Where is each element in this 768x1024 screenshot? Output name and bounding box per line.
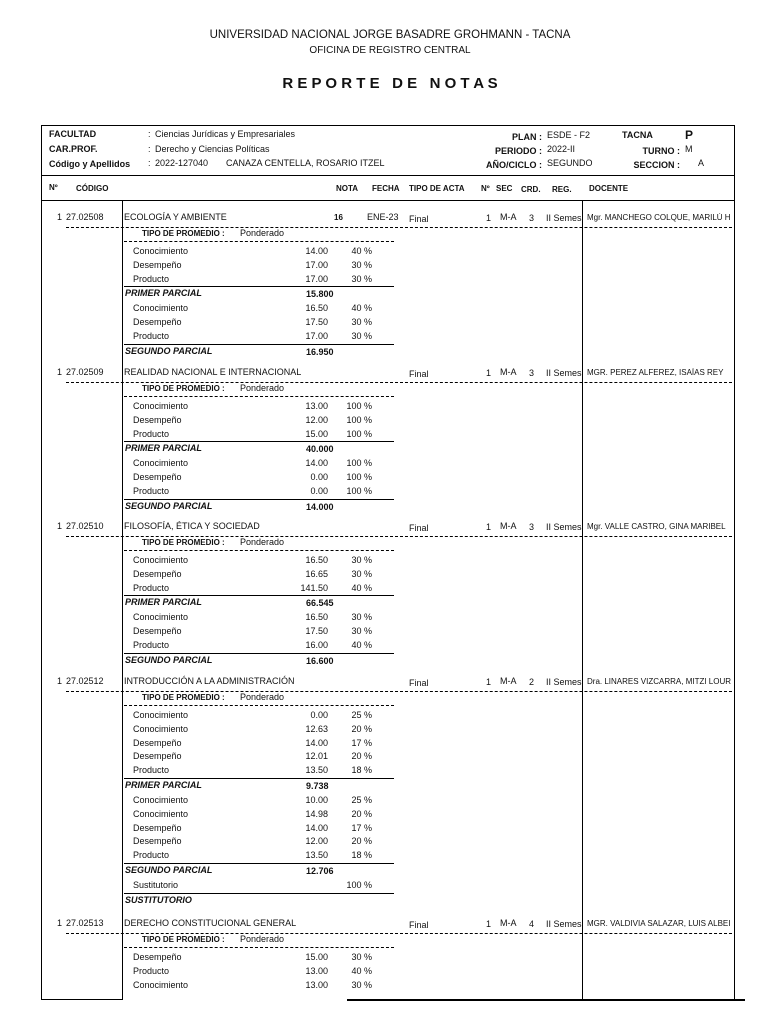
tipo-promedio-underline xyxy=(124,241,394,242)
course-acta-number: 1 xyxy=(486,919,492,929)
evaluation-item-weight: 40 % xyxy=(351,640,372,650)
evaluation-item-label: Desempeño xyxy=(133,472,182,483)
col-docente: DOCENTE xyxy=(589,184,629,193)
frame-bottom-left xyxy=(41,999,123,1000)
periodo-label: PERIODO : xyxy=(494,146,542,156)
col-n: Nº xyxy=(481,184,490,193)
col-tipo-acta: TIPO DE ACTA xyxy=(409,184,465,193)
evaluation-item-weight: 20 % xyxy=(351,751,372,762)
evaluation-item-score: 13.50 xyxy=(305,850,328,861)
col-crd: CRD. xyxy=(521,185,541,194)
course-code: 27.02513 xyxy=(66,918,104,928)
course-number: 1 xyxy=(57,918,63,928)
course-acta: Final xyxy=(409,214,429,224)
evaluation-item-label: Desempeño xyxy=(133,737,182,748)
course-acta-number: 1 xyxy=(486,522,492,532)
course-row-separator xyxy=(66,227,732,228)
section-label: SUSTITUTORIO xyxy=(125,894,192,905)
tipo-promedio-value: Ponderado xyxy=(240,934,285,944)
student-name: CANAZA CENTELLA, ROSARIO ITZEL xyxy=(226,158,385,168)
course-credits: 3 xyxy=(529,213,535,223)
turno-value: M xyxy=(685,144,693,154)
plan-label: PLAN : xyxy=(512,132,542,142)
evaluation-item-weight: 25 % xyxy=(351,795,372,805)
evaluation-item-label: Conocimiento xyxy=(133,555,189,565)
evaluation-item-score: 16.00 xyxy=(305,640,328,650)
evaluation-item-label: Desempeño xyxy=(133,952,182,962)
course-number: 1 xyxy=(57,367,63,377)
course-code: 27.02512 xyxy=(66,676,104,686)
tipo-promedio-value: Ponderado xyxy=(240,537,285,547)
frame-right xyxy=(734,125,735,1000)
section-label: SEGUNDO PARCIAL xyxy=(125,345,213,356)
course-credits: 4 xyxy=(529,919,535,929)
evaluation-item-weight: 30 % xyxy=(351,317,372,328)
section-average: 14.000 xyxy=(306,501,334,512)
office-name: OFICINA DE REGISTRO CENTRAL xyxy=(309,45,471,56)
evaluation-item-label: Conocimiento xyxy=(133,795,189,805)
evaluation-item-label: Conocimiento xyxy=(133,723,189,734)
evaluation-item-weight: 30 % xyxy=(351,952,372,962)
evaluation-item-weight: 100 % xyxy=(346,414,372,425)
codigo-label: Código y Apellidos xyxy=(49,159,131,169)
evaluation-item-score: 14.00 xyxy=(305,458,328,469)
column-divider-left xyxy=(122,200,123,1000)
course-code: 27.02510 xyxy=(66,521,104,531)
course-teacher: MGR. VALDIVIA SALAZAR, LUIS ALBEI xyxy=(587,919,731,928)
evaluation-item-score: 15.00 xyxy=(305,952,328,962)
tipo-promedio-label: TIPO DE PROMEDIO : xyxy=(142,229,225,238)
section-average: 15.800 xyxy=(306,289,334,300)
course-regime: II Semes xyxy=(546,677,582,687)
evaluation-item-weight: 30 % xyxy=(351,259,372,270)
course-credits: 3 xyxy=(529,368,535,378)
evaluation-item-weight: 40 % xyxy=(351,303,372,314)
course-number: 1 xyxy=(57,212,63,222)
evaluation-item-label: Conocimiento xyxy=(133,979,189,990)
course-name: ECOLOGÍA Y AMBIENTE xyxy=(124,212,227,222)
ciclo-value: SEGUNDO xyxy=(547,158,593,168)
periodo-value: 2022-II xyxy=(547,144,576,154)
course-credits: 3 xyxy=(529,522,535,532)
section-separator xyxy=(124,778,394,779)
evaluation-item-score: 13.00 xyxy=(305,979,328,990)
course-name: REALIDAD NACIONAL E INTERNACIONAL xyxy=(124,367,302,377)
tipo-promedio-label: TIPO DE PROMEDIO : xyxy=(142,384,225,393)
course-teacher: Mgr. VALLE CASTRO, GINA MARIBEL xyxy=(587,522,726,531)
evaluation-item-weight: 30 % xyxy=(351,612,372,623)
course-regime: II Semes xyxy=(546,213,582,223)
tipo-promedio-underline xyxy=(124,947,394,948)
course-code: 27.02509 xyxy=(66,367,104,377)
evaluation-item-label: Desempeño xyxy=(133,836,182,847)
course-section: M-A xyxy=(500,918,517,928)
course-regime: II Semes xyxy=(546,522,582,532)
course-date: ENE-23 xyxy=(367,212,399,222)
evaluation-item-weight: 25 % xyxy=(351,710,372,720)
section-average: 12.706 xyxy=(306,866,334,876)
course-acta-number: 1 xyxy=(486,368,492,378)
tipo-promedio-label: TIPO DE PROMEDIO : xyxy=(142,538,225,547)
university-name: UNIVERSIDAD NACIONAL JORGE BASADRE GROHMANN - TACNA xyxy=(209,29,571,41)
evaluation-item-weight: 20 % xyxy=(351,836,372,847)
section-label: PRIMER PARCIAL xyxy=(125,288,202,299)
evaluation-item-score: 17.00 xyxy=(305,331,328,341)
course-teacher: Mgr. MANCHEGO COLQUE, MARILÚ H xyxy=(587,213,731,222)
evaluation-item-label: Producto xyxy=(133,582,170,593)
frame-bottom-right xyxy=(347,999,745,1001)
evaluation-item-weight: 100 % xyxy=(346,472,372,483)
section-average: 40.000 xyxy=(306,444,334,455)
facultad-label: FACULTAD xyxy=(49,129,97,139)
course-name: INTRODUCCIÓN A LA ADMINISTRACIÓN xyxy=(124,676,295,686)
col-sec: SEC xyxy=(496,184,513,193)
section-average: 66.545 xyxy=(306,598,334,609)
course-row-separator xyxy=(66,691,732,692)
course-code: 27.02508 xyxy=(66,212,104,222)
evaluation-item-score: 12.01 xyxy=(305,751,328,762)
carprof-colon: : xyxy=(148,144,151,154)
evaluation-item-label: Producto xyxy=(133,486,170,496)
evaluation-item-weight: 100 % xyxy=(346,428,372,439)
evaluation-item-score: 14.00 xyxy=(305,246,328,256)
evaluation-item-label: Producto xyxy=(133,428,170,439)
evaluation-item-score: 14.98 xyxy=(305,808,328,819)
tipo-promedio-label: TIPO DE PROMEDIO : xyxy=(142,693,225,702)
evaluation-item-score: 17.50 xyxy=(305,317,328,328)
course-teacher: MGR. PEREZ ALFEREZ, ISAÍAS REY xyxy=(587,368,724,377)
evaluation-item-label: Producto xyxy=(133,850,170,861)
evaluation-item-score: 16.65 xyxy=(305,568,328,579)
evaluation-item-label: Desempeño xyxy=(133,626,182,637)
evaluation-item-score: 17.00 xyxy=(305,273,328,284)
evaluation-item-label: Producto xyxy=(133,765,170,776)
col-reg: REG. xyxy=(552,185,572,194)
course-acta: Final xyxy=(409,678,429,688)
evaluation-item-score: 15.00 xyxy=(305,428,328,439)
tipo-promedio-label: TIPO DE PROMEDIO : xyxy=(142,935,225,944)
course-teacher: Dra. LINARES VIZCARRA, MITZI LOUR xyxy=(587,677,732,686)
evaluation-item-label: Desempeño xyxy=(133,317,182,328)
section-separator xyxy=(124,863,394,864)
section-average: 16.600 xyxy=(306,655,334,666)
tipo-promedio-value: Ponderado xyxy=(240,228,285,238)
evaluation-item-weight: 30 % xyxy=(351,273,372,284)
evaluation-item-score: 141.50 xyxy=(300,582,328,593)
course-name: DERECHO CONSTITUCIONAL GENERAL xyxy=(124,918,297,928)
section-label: SEGUNDO PARCIAL xyxy=(125,500,213,511)
evaluation-item-weight: 20 % xyxy=(351,808,372,819)
column-divider-right xyxy=(582,200,583,1000)
course-acta-number: 1 xyxy=(486,213,492,223)
evaluation-item-label: Desempeño xyxy=(133,414,182,425)
course-number: 1 xyxy=(57,676,63,686)
evaluation-item-score: 0.00 xyxy=(310,710,328,720)
evaluation-item-weight: 100 % xyxy=(346,401,372,411)
evaluation-item-score: 13.00 xyxy=(305,401,328,411)
section-separator xyxy=(124,441,394,442)
course-section: M-A xyxy=(500,676,517,686)
section-separator xyxy=(124,893,394,894)
course-grade: 16 xyxy=(334,213,343,222)
course-section: M-A xyxy=(500,367,517,377)
evaluation-item-score: 10.00 xyxy=(305,795,328,805)
carprof-value: Derecho y Ciencias Políticas xyxy=(155,144,270,154)
seccion-label: SECCION : xyxy=(633,160,680,170)
course-name: FILOSOFÍA, ÉTICA Y SOCIEDAD xyxy=(124,521,260,531)
course-row-separator xyxy=(66,933,732,934)
evaluation-item-label: Sustitutorio xyxy=(133,880,179,890)
campus-label: TACNA xyxy=(622,130,653,140)
course-acta: Final xyxy=(409,920,429,930)
course-number: 1 xyxy=(57,521,63,531)
course-section: M-A xyxy=(500,212,517,222)
course-regime: II Semes xyxy=(546,368,582,378)
tipo-promedio-value: Ponderado xyxy=(240,383,285,393)
evaluation-item-weight: 30 % xyxy=(351,555,372,565)
section-label: PRIMER PARCIAL xyxy=(125,443,202,454)
section-label: SEGUNDO PARCIAL xyxy=(125,654,213,665)
evaluation-item-label: Conocimiento xyxy=(133,401,189,411)
evaluation-item-score: 13.50 xyxy=(305,765,328,776)
evaluation-item-label: Producto xyxy=(133,331,170,341)
evaluation-item-score: 17.00 xyxy=(305,259,328,270)
evaluation-item-label: Producto xyxy=(133,965,170,976)
course-regime: II Semes xyxy=(546,919,582,929)
evaluation-item-weight: 30 % xyxy=(351,331,372,341)
evaluation-item-weight: 30 % xyxy=(351,626,372,637)
plan-value: ESDE - F2 xyxy=(547,130,591,140)
col-fecha: FECHA xyxy=(372,184,400,193)
evaluation-item-label: Conocimiento xyxy=(133,246,189,256)
tipo-promedio-underline xyxy=(124,550,394,551)
evaluation-item-weight: 40 % xyxy=(351,965,372,976)
evaluation-item-weight: 30 % xyxy=(351,568,372,579)
evaluation-item-weight: 40 % xyxy=(351,582,372,593)
section-separator xyxy=(124,344,394,345)
evaluation-item-score: 17.50 xyxy=(305,626,328,637)
section-separator xyxy=(124,653,394,654)
evaluation-item-weight: 17 % xyxy=(351,822,372,833)
carprof-label: CAR.PROF. xyxy=(49,144,98,154)
evaluation-item-weight: 30 % xyxy=(351,979,372,990)
header-divider-2 xyxy=(41,200,734,201)
evaluation-item-weight: 17 % xyxy=(351,737,372,748)
evaluation-item-score: 12.00 xyxy=(305,836,328,847)
course-acta-number: 1 xyxy=(486,677,492,687)
evaluation-item-score: 16.50 xyxy=(305,303,328,314)
section-separator xyxy=(124,499,394,500)
section-separator xyxy=(124,286,394,287)
header-divider-1 xyxy=(41,175,734,176)
evaluation-item-label: Conocimiento xyxy=(133,808,189,819)
course-row-separator xyxy=(66,536,732,537)
evaluation-item-label: Conocimiento xyxy=(133,710,189,720)
evaluation-item-label: Conocimiento xyxy=(133,303,189,314)
frame-top xyxy=(41,125,734,126)
evaluation-item-label: Producto xyxy=(133,273,170,284)
evaluation-item-label: Desempeño xyxy=(133,822,182,833)
evaluation-item-score: 12.00 xyxy=(305,414,328,425)
evaluation-item-weight: 100 % xyxy=(346,880,372,890)
evaluation-item-weight: 100 % xyxy=(346,486,372,496)
evaluation-item-weight: 20 % xyxy=(351,723,372,734)
evaluation-item-label: Desempeño xyxy=(133,568,182,579)
evaluation-item-score: 14.00 xyxy=(305,737,328,748)
seccion-value: A xyxy=(698,158,705,168)
tipo-promedio-underline xyxy=(124,396,394,397)
section-label: PRIMER PARCIAL xyxy=(125,597,202,608)
evaluation-item-score: 16.50 xyxy=(305,612,328,623)
evaluation-item-score: 0.00 xyxy=(310,486,328,496)
evaluation-item-score: 14.00 xyxy=(305,822,328,833)
evaluation-item-label: Desempeño xyxy=(133,751,182,762)
turno-label: TURNO : xyxy=(642,146,680,156)
frame-left xyxy=(41,125,42,1000)
evaluation-item-weight: 100 % xyxy=(346,458,372,469)
evaluation-item-score: 13.00 xyxy=(305,965,328,976)
tipo-promedio-underline xyxy=(124,705,394,706)
evaluation-item-label: Desempeño xyxy=(133,259,182,270)
codigo-value: 2022-127040 xyxy=(155,158,209,168)
facultad-value: Ciencias Jurídicas y Empresariales xyxy=(155,129,296,139)
section-average: 16.950 xyxy=(306,346,334,357)
evaluation-item-weight: 18 % xyxy=(351,765,372,776)
course-row-separator xyxy=(66,382,732,383)
evaluation-item-weight: 18 % xyxy=(351,850,372,861)
section-label: PRIMER PARCIAL xyxy=(125,780,202,790)
evaluation-item-score: 12.63 xyxy=(305,723,328,734)
col-num: Nº xyxy=(49,183,58,192)
course-acta: Final xyxy=(409,369,429,379)
evaluation-item-score: 16.50 xyxy=(305,555,328,565)
facultad-colon: : xyxy=(148,129,151,139)
evaluation-item-weight: 40 % xyxy=(351,246,372,256)
evaluation-item-score: 0.00 xyxy=(310,472,328,483)
codigo-colon: : xyxy=(148,158,151,168)
course-section: M-A xyxy=(500,521,517,531)
course-credits: 2 xyxy=(529,677,535,687)
p-mark: P xyxy=(685,128,694,142)
report-title: R E P O R T E D E N O T A S xyxy=(282,75,498,92)
evaluation-item-label: Conocimiento xyxy=(133,612,189,623)
section-separator xyxy=(124,595,394,596)
evaluation-item-label: Producto xyxy=(133,640,170,650)
course-acta: Final xyxy=(409,523,429,533)
section-label: SEGUNDO PARCIAL xyxy=(125,865,213,875)
evaluation-item-label: Conocimiento xyxy=(133,458,189,469)
tipo-promedio-value: Ponderado xyxy=(240,692,285,702)
section-average: 9.738 xyxy=(306,781,329,791)
col-codigo: CÓDIGO xyxy=(76,184,109,193)
col-nota: NOTA xyxy=(336,184,359,193)
ciclo-label: AÑO/CICLO : xyxy=(486,160,542,170)
